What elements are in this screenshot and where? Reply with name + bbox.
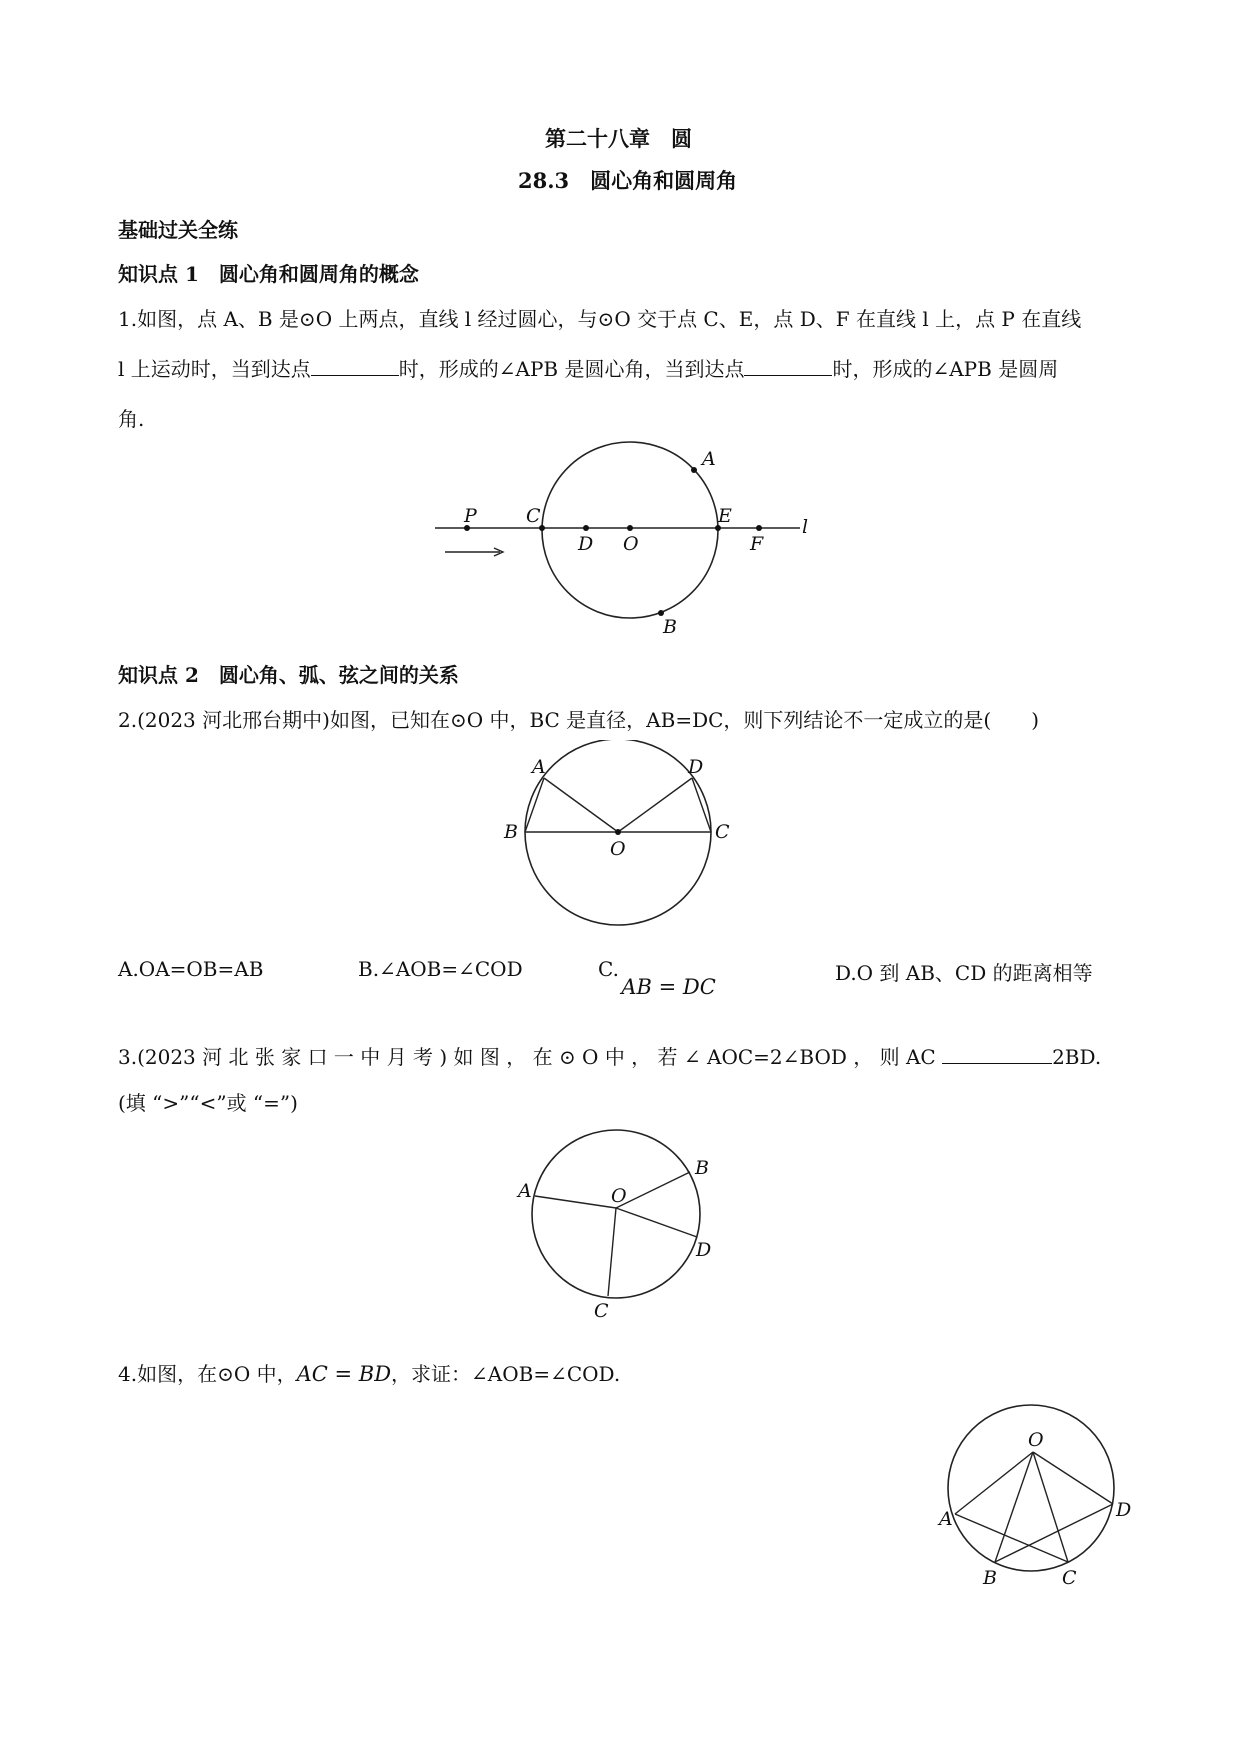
figure-3 [515,1122,725,1322]
fig1-point-d [583,525,589,531]
fig3-segment-ob [616,1172,690,1208]
fig3-segment-od [616,1208,697,1237]
q1-blank-2[interactable] [744,357,832,376]
q4-stem [118,1358,620,1387]
q2-option-c-expr: AB = DC [621,975,716,999]
fig2-point-o [615,829,621,835]
fig4-label-c: C [1062,1567,1077,1589]
q1-line2-part1: l 上运动时，当到达点 [118,357,311,381]
q1-line3: 角. [118,407,145,431]
section-title: 28.3 圆心角和圆周角 [518,168,738,193]
q1-line2-part2: 时，形成的∠APB 是圆心角，当到达点 [398,357,745,381]
q1-line2-part3: 时，形成的∠APB 是圆周 [832,357,1059,381]
fig2-chord-dc [692,778,711,832]
fig2-label-d: D [688,756,704,778]
figure-4 [935,1390,1135,1590]
fig2-label-c: C [715,821,730,843]
fig4-chord-ac [955,1514,1068,1562]
q3-line1-part1: 3.(2023 河 北 张 家 口 一 中 月 考 ) 如 图 ， 在 ⊙ O 中 ， 若 ∠ AOC=2∠BOD ， 则 AC [118,1045,936,1069]
fig4-segment-oa [955,1452,1033,1514]
chapter-title: 第二十八章 圆 [545,126,692,151]
fig3-label-d: D [696,1239,712,1261]
fig4-label-o: O [1028,1429,1044,1451]
fig1-label-o: O [623,533,639,555]
q4-prefix: 4.如图，在⊙O 中， [118,1362,297,1386]
fig1-point-f [756,525,762,531]
q3-blank[interactable] [942,1045,1052,1064]
q3-line2: (填 “>”“<”或 “=”) [118,1091,298,1115]
fig1-label-f: F [750,533,764,555]
q4-expr: AC = BD [296,1362,392,1386]
q1-line1: 1.如图，点 A、B 是⊙O 上两点，直线 l 经过圆心，与⊙O 交于点 C、E，点 D、F 在直线 l 上，点 P 在直线 [118,307,1082,331]
q2-stem: 2.(2023 河北邢台期中)如图，已知在⊙O 中，BC 是直径，AB=DC，则下列结论不一定成立的是( ) [118,708,1040,732]
q2-option-c[interactable] [598,957,720,999]
fig1-label-l: l [802,516,809,538]
fig2-label-b: B [504,821,518,843]
fig3-label-c: C [594,1300,609,1322]
fig3-label-b: B [695,1157,709,1179]
fig1-label-a: A [702,448,716,470]
q1-blank-1[interactable] [311,357,399,376]
q4-suffix: ，求证：∠AOB=∠COD. [391,1362,621,1386]
q2-option-d[interactable]: D.O 到 AB、CD 的距离相等 [835,961,1093,985]
fig2-chord-ab [525,778,544,832]
q2-option-b[interactable]: B.∠AOB=∠COD [358,957,523,981]
fig4-label-b: B [983,1567,997,1589]
figure-2 [500,740,750,940]
fig4-segment-oc [1033,1452,1068,1562]
fig1-label-e: E [718,505,732,527]
fig1-point-a [691,467,697,473]
figure-1 [420,430,820,640]
fig2-segment-od [618,778,692,832]
q3-line1 [118,1041,1101,1070]
kp2-title: 知识点 2 圆心角、弧、弦之间的关系 [118,663,459,687]
kp1-title: 知识点 1 圆心角和圆周角的概念 [118,262,419,286]
fig1-label-d: D [578,533,594,555]
q2-option-c-label: C. [598,957,619,981]
fig3-label-o: O [611,1185,627,1207]
fig4-label-d: D [1116,1499,1132,1521]
fig2-segment-oa [544,778,618,832]
fig4-segment-od [1033,1452,1113,1504]
q1-line2 [118,353,1058,382]
fig2-label-o: O [610,838,626,860]
fig4-label-a: A [939,1508,953,1530]
fig1-label-c: C [526,505,541,527]
q2-option-a[interactable]: A.OA=OB=AB [118,957,264,981]
fig1-label-b: B [663,616,677,638]
section-heading: 基础过关全练 [118,218,238,242]
fig1-point-o [627,525,633,531]
fig3-segment-oc [608,1208,616,1296]
fig3-label-a: A [518,1180,532,1202]
fig2-label-a: A [532,756,546,778]
fig1-label-p: P [464,505,477,527]
fig3-segment-oa [535,1196,616,1208]
q3-line1-part2: 2BD. [1052,1045,1102,1069]
